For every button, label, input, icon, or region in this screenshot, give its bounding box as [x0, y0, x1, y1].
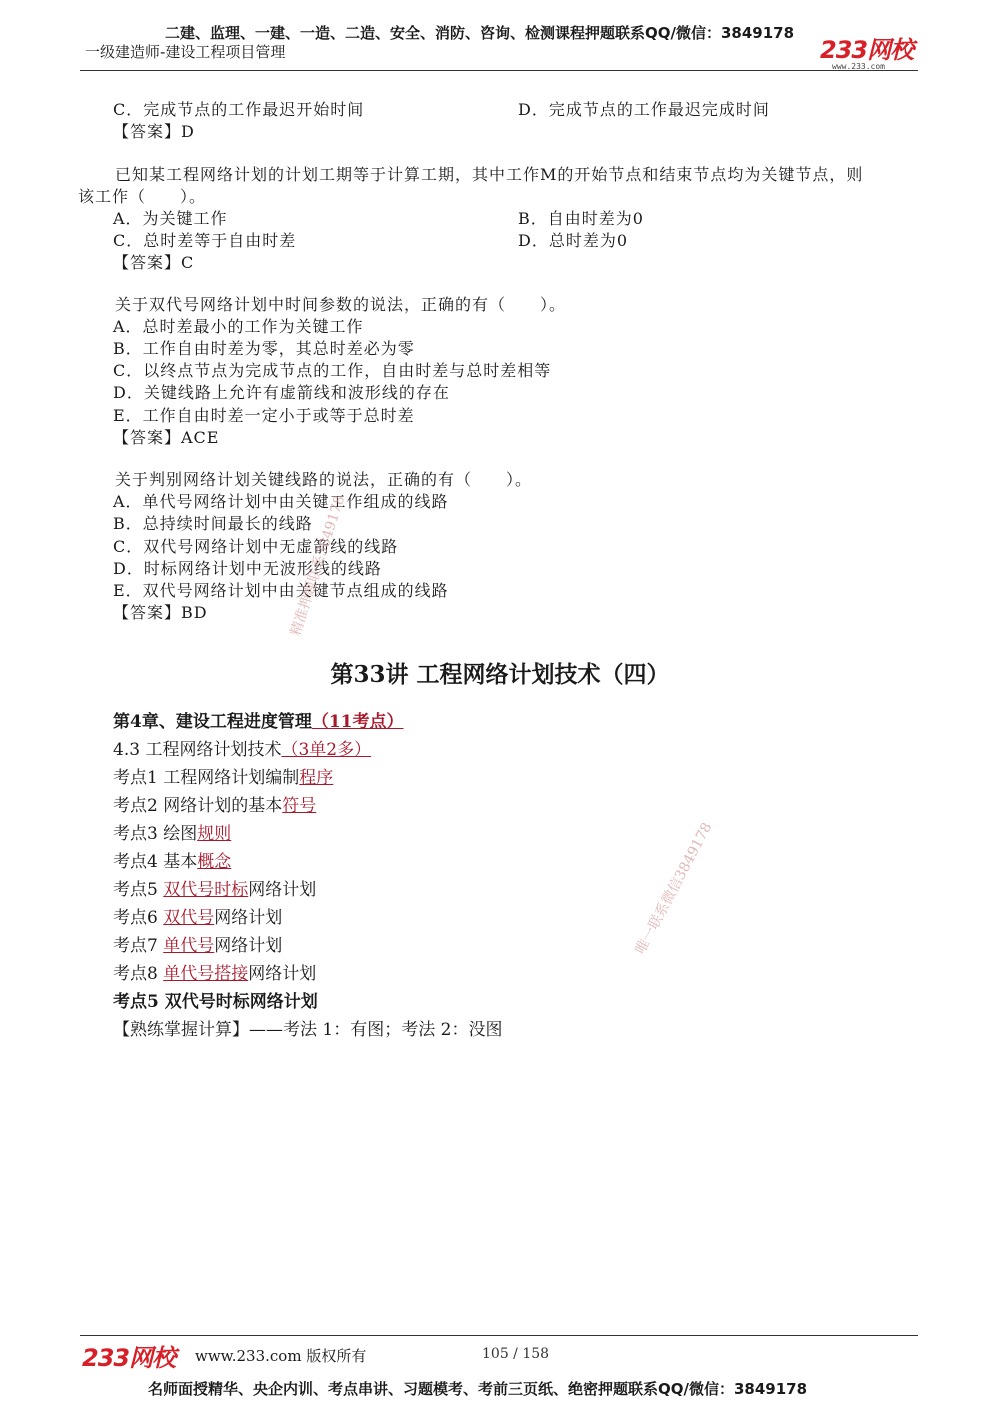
q4-answer: 【答案】BD — [113, 603, 208, 622]
q1-option-d: D．完成节点的工作最迟完成时间 — [518, 100, 770, 119]
point-suffix: 网络计划 — [248, 964, 317, 984]
point-highlight: 双代号时标 — [163, 880, 249, 900]
point-suffix: 网络计划 — [214, 936, 283, 956]
exam-point-3 — [113, 819, 231, 844]
q2-option-c: C．总时差等于自由时差 — [113, 231, 297, 250]
q4-stem: 关于判别网络计划关键线路的说法，正确的有（ ）。 — [115, 470, 533, 489]
q1-answer: 【答案】D — [113, 122, 195, 141]
watermark-1: 精准押题联系3849178 — [287, 493, 349, 638]
exam-point-2 — [113, 791, 316, 816]
q3-answer: 【答案】ACE — [113, 428, 220, 447]
point-highlight: 概念 — [197, 852, 232, 872]
point-prefix: 考点2 网络计划的基本 — [113, 796, 283, 816]
q3-option-a: A．总时差最小的工作为关键工作 — [113, 317, 364, 336]
q2-option-b: B．自由时差为0 — [518, 209, 644, 228]
footer-site: www.233.com 版权所有 — [195, 1347, 367, 1365]
point-prefix: 考点8 — [113, 964, 164, 984]
q4-option-b: B．总持续时间最长的线路 — [113, 514, 313, 533]
q2-stem-line1: 已知某工程网络计划的计划工期等于计算工期，其中工作M的开始节点和结束节点均为关键节点，则 — [115, 165, 864, 184]
lecture-title: 第33讲 工程网络计划技术（四） — [330, 661, 670, 688]
footer-logo: 233网校 — [82, 1344, 176, 1372]
point-prefix: 考点4 基本 — [113, 852, 198, 872]
logo-text: 233网校 — [820, 36, 914, 64]
master-note: 【熟练掌握计算】——考法 1：有图；考法 2：没图 — [113, 1020, 503, 1040]
point-suffix: 网络计划 — [214, 908, 283, 928]
header-promo: 二建、监理、一建、一造、二造、安全、消防、咨询、检测课程押题联系QQ/微信：3849178 — [165, 24, 795, 42]
q4-option-d: D．时标网络计划中无波形线的线路 — [113, 559, 382, 578]
chapter-tag: （11考点） — [311, 712, 404, 732]
q3-option-c: C．以终点节点为完成节点的工作，自由时差与总时差相等 — [113, 361, 552, 380]
header-logo — [820, 30, 913, 71]
point-highlight: 规则 — [197, 824, 232, 844]
q3-option-e: E．工作自由时差一定小于或等于总时差 — [113, 406, 415, 425]
point-prefix: 考点5 — [113, 880, 164, 900]
exam-point-6 — [113, 903, 282, 928]
point-prefix: 考点3 绘图 — [113, 824, 198, 844]
header-divider — [80, 70, 918, 71]
current-point-heading: 考点5 双代号时标网络计划 — [113, 992, 318, 1012]
point-suffix: 网络计划 — [248, 880, 317, 900]
footer-promo: 名师面授精华、央企内训、考点串讲、习题模考、考前三页纸、绝密押题联系QQ/微信：3849178 — [148, 1380, 808, 1398]
section-tag: （3单2多） — [281, 740, 372, 760]
point-highlight: 程序 — [299, 768, 334, 788]
point-prefix: 考点1 工程网络计划编制 — [113, 768, 300, 788]
point-prefix: 考点7 — [113, 936, 164, 956]
q4-option-e: E．双代号网络计划中由关键节点组成的线路 — [113, 581, 449, 600]
point-highlight: 单代号搭接 — [163, 964, 249, 984]
q3-option-d: D．关键线路上允许有虚箭线和波形线的存在 — [113, 383, 450, 402]
q2-stem-line2: 该工作（ ）。 — [78, 187, 207, 206]
point-highlight: 符号 — [282, 796, 317, 816]
watermark-2: 唯一联系微信3849178 — [632, 820, 716, 957]
footer-divider — [80, 1335, 918, 1336]
q2-answer: 【答案】C — [113, 253, 195, 272]
q4-option-a: A．单代号网络计划中由关键工作组成的线路 — [113, 492, 449, 511]
exam-point-4 — [113, 847, 231, 872]
chapter-heading — [113, 707, 404, 732]
q3-option-b: B．工作自由时差为零，其总时差必为零 — [113, 339, 415, 358]
q4-option-c: C．双代号网络计划中无虚箭线的线路 — [113, 537, 399, 556]
chapter-label: 第4章、建设工程进度管理 — [113, 712, 312, 732]
exam-point-5 — [113, 875, 316, 900]
q3-stem: 关于双代号网络计划中时间参数的说法，正确的有（ ）。 — [115, 295, 567, 314]
logo-url: www.233.com — [832, 62, 885, 71]
header-subtitle: 一级建造师-建设工程项目管理 — [85, 43, 286, 61]
q1-option-c: C．完成节点的工作最迟开始时间 — [113, 100, 365, 119]
page-number: 105 / 158 — [482, 1346, 550, 1362]
point-highlight: 单代号 — [163, 936, 215, 956]
point-prefix: 考点6 — [113, 908, 164, 928]
q2-option-d: D．总时差为0 — [518, 231, 629, 250]
point-highlight: 双代号 — [163, 908, 215, 928]
exam-point-8 — [113, 959, 316, 984]
exam-point-1 — [113, 763, 333, 788]
section-label: 4.3 工程网络计划技术 — [113, 740, 282, 760]
section-heading — [113, 735, 371, 760]
exam-point-7 — [113, 931, 282, 956]
q2-option-a: A．为关键工作 — [113, 209, 228, 228]
